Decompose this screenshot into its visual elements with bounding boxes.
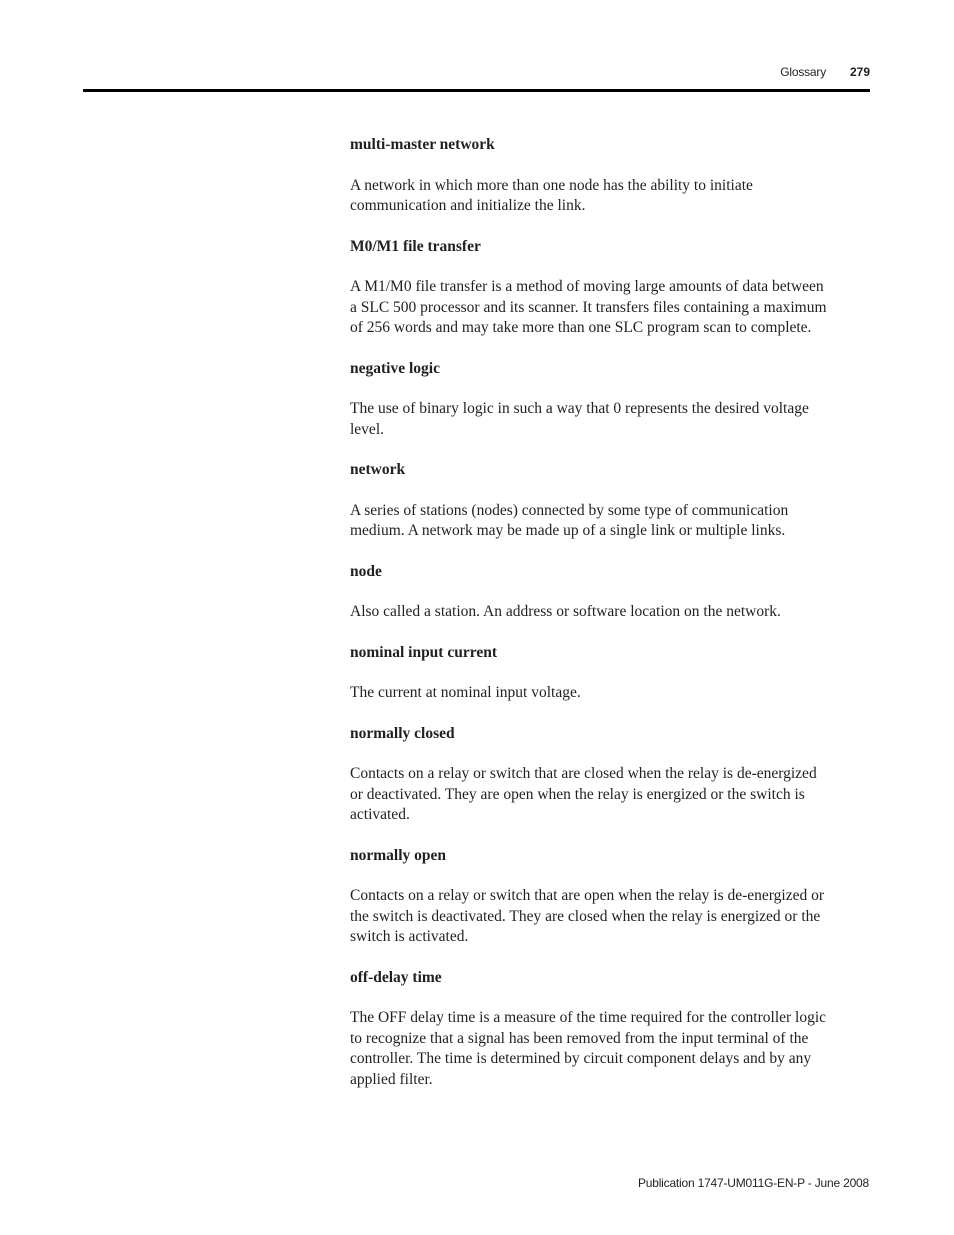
glossary-term: normally closed [350,724,455,742]
glossary-term: off-delay time [350,968,442,986]
glossary-term: node [350,562,382,580]
glossary-term: nominal input current [350,643,497,661]
glossary-entry [350,968,830,1091]
glossary-term: normally open [350,846,447,864]
glossary-definition: Also called a station. An address or software location on the network. [350,603,781,620]
glossary-entry [350,643,830,704]
glossary-entry [350,237,830,339]
glossary-definition: The OFF delay time is a measure of the time required for the controller logic to recognize that a signal has been removed from the input terminal of the controller. The time is determined by circuit component delays and by any applied filter. [350,1009,827,1088]
glossary-definition: The current at nominal input voltage. [350,684,581,701]
glossary-definition: The use of binary logic in such a way that 0 represents the desired voltage level. [350,400,809,438]
running-header-section: Glossary [780,65,826,79]
glossary-term: network [350,461,406,478]
glossary-entry [350,724,830,826]
page-header [0,0,954,95]
page-number: 279 [849,65,870,79]
glossary-definition: A M1/M0 file transfer is a method of moving large amounts of data between a SLC 500 processor and its scanner. It transfers files containing a maximum of 256 words and may take more than one SLC program scan to complete. [350,278,827,336]
glossary-entry [350,562,830,623]
glossary-entry [350,846,830,948]
glossary-definition: Contacts on a relay or switch that are closed when the relay is de-energized or deactivated. They are open when the relay is energized or the switch is activated. [350,765,817,823]
glossary-definition: A network in which more than one node has the ability to initiate communication and initialize the link. [350,176,753,214]
glossary-content [350,135,830,1110]
glossary-entry [350,359,830,441]
glossary-term: negative logic [350,359,440,377]
glossary-definition: Contacts on a relay or switch that are open when the relay is de-energized or the switch is deactivated. They are closed when the relay is energized or the switch is activated. [350,887,825,945]
glossary-definition: A series of stations (nodes) connected by some type of communication medium. A network may be made up of a single link or multiple links. [350,501,789,539]
glossary-term: M0/M1 file transfer [350,237,481,255]
glossary-term: multi-master network [350,136,495,153]
publication-footer: Publication 1747-UM011G-EN-P - June 2008 [637,1176,869,1190]
glossary-entry [350,460,830,542]
glossary-entry [350,135,830,217]
header-rule [83,89,870,92]
